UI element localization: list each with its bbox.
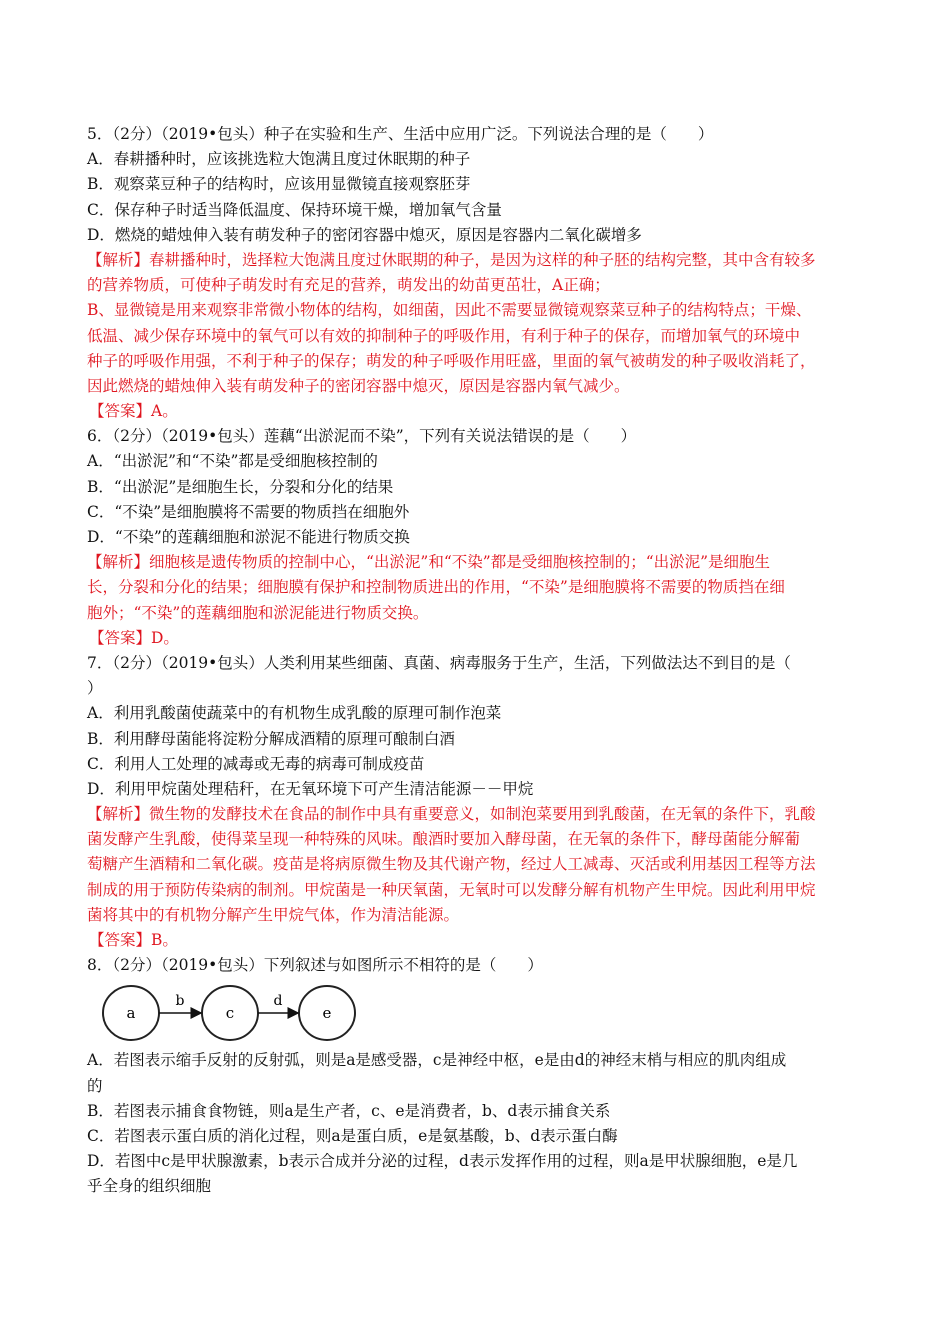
question-7-option-a: A．利用乳酸菌使蔬菜中的有机物生成乳酸的原理可制作泡菜 <box>87 704 502 723</box>
question-7-stem-cont: ） <box>87 679 103 698</box>
question-6 <box>87 424 877 651</box>
arrow-d-label: d <box>273 993 283 1010</box>
question-8-option-a-cont: 的 <box>87 1076 103 1095</box>
question-7-analysis-line: 制成的用于预防传染病的制剂。甲烷菌是一种厌氧菌，无氧时可以发酵分解有机物产生甲烷。因此利用甲烷 <box>87 880 816 899</box>
question-5-analysis-line: B、显微镜是用来观察非常微小物体的结构，如细菌，因此不需要显微镜观察菜豆种子的结构特点；干燥、 <box>87 301 812 320</box>
question-5-option-a: A．春耕播种时，应该挑选粒大饱满且度过休眠期的种子 <box>87 150 471 169</box>
question-7-analysis-line: 萄糖产生酒精和二氧化碳。疫苗是将病原微生物及其代谢产物，经过人工减毒、灭活或利用基因工程等方法 <box>87 855 816 874</box>
question-6-option-b: B．“出淤泥”是细胞生长，分裂和分化的结果 <box>87 477 394 496</box>
question-6-analysis-line: 胞外；“不染”的莲藕细胞和淤泥能进行物质交换。 <box>87 603 429 622</box>
question-8 <box>87 953 877 1199</box>
question-7 <box>87 651 877 953</box>
node-a-label: a <box>126 1004 136 1023</box>
question-5-stem: 5．（2分）（2019•包头）种子在实验和生产、生活中应用广泛。下列说法合理的是（ ） <box>87 125 714 143</box>
question-5-analysis-line: 【解析】春耕播种时，选择粒大饱满且度过休眠期的种子，是因为这样的种子胚的结构完整，其中含有较多 <box>87 250 816 269</box>
document-page <box>87 122 877 1200</box>
question-7-stem: 7．（2分）（2019•包头）人类利用某些细菌、真菌、病毒服务于生产，生活，下列做法达不到目的是（ <box>87 653 791 672</box>
question-6-option-c: C．“不染”是细胞膜将不需要的物质挡在细胞外 <box>87 502 410 521</box>
question-8-option-d: D．若图中c是甲状腺激素，b表示合成并分泌的过程，d表示发挥作用的过程，则a是甲状腺细胞，e是几 <box>87 1152 798 1171</box>
arrow-b-label: b <box>175 993 185 1010</box>
question-8-option-d-cont: 乎全身的组织细胞 <box>87 1177 212 1196</box>
question-7-option-d: D．利用甲烷菌处理秸秆，在无氧环境下可产生清洁能源－－甲烷 <box>87 779 534 798</box>
question-7-analysis-line: 【解析】微生物的发酵技术在食品的制作中具有重要意义，如制泡菜要用到乳酸菌，在无氧的条件下，乳酸 <box>87 805 816 824</box>
question-7-option-b: B．利用酵母菌能将淀粉分解成酒精的原理可酿制白酒 <box>87 729 455 748</box>
question-6-analysis-line: 【解析】细胞核是遗传物质的控制中心，“出淤泥”和“不染”都是受细胞核控制的；“出淤泥”是细胞生 <box>87 553 771 572</box>
question-8-option-a: A．若图表示缩手反射的反射弧，则是a是感受器，c是神经中枢，e是由d的神经末梢与相应的肌肉组成 <box>87 1051 787 1070</box>
question-7-analysis-line: 菌将其中的有机物分解产生甲烷气体，作为清洁能源。 <box>87 905 460 924</box>
question-5-option-c: C．保存种子时适当降低温度、保持环境干燥，增加氧气含量 <box>87 200 502 219</box>
question-7-option-c: C．利用人工处理的减毒或无毒的病毒可制成疫苗 <box>87 754 425 773</box>
node-e-label: e <box>322 1004 332 1023</box>
question-6-analysis-line: 长，分裂和分化的结果；细胞膜有保护和控制物质进出的作用，“不染”是细胞膜将不需要的物质挡在细 <box>87 578 785 597</box>
question-8-option-c: C．若图表示蛋白质的消化过程，则a是蛋白质，e是氨基酸，b、d表示蛋白酶 <box>87 1126 618 1145</box>
question-5-analysis-line: 因此燃烧的蜡烛伸入装有萌发种子的密闭容器中熄灭，原因是容器内氧气减少。 <box>87 376 630 395</box>
question-8-stem: 8．（2分）（2019•包头）下列叙述与如图所示不相符的是（ ） <box>87 956 543 975</box>
question-7-answer: 【答案】B。 <box>89 931 178 949</box>
question-6-option-d: D．“不染”的莲藕细胞和淤泥不能进行物质交换 <box>87 528 410 546</box>
question-5-analysis-line: 种子的呼吸作用强，不利于种子的保存；萌发的种子呼吸作用旺盛，里面的氧气被萌发的种子吸收消耗了， <box>87 351 816 370</box>
flow-diagram-svg <box>101 982 361 1044</box>
question-5 <box>87 122 877 424</box>
node-c-label: c <box>225 1004 235 1023</box>
question-8-option-b: B．若图表示捕食食物链，则a是生产者，c、e是消费者，b、d表示捕食关系 <box>87 1101 611 1120</box>
question-5-option-d: D．燃烧的蜡烛伸入装有萌发种子的密闭容器中熄灭，原因是容器内二氧化碳增多 <box>87 225 642 244</box>
question-6-stem: 6．（2分）（2019•包头）莲藕“出淤泥而不染”，下列有关说法错误的是（ ） <box>87 427 637 446</box>
question-5-option-b: B．观察菜豆种子的结构时，应该用显微镜直接观察胚芽 <box>87 175 471 194</box>
question-5-analysis-line: 的营养物质，可使种子萌发时有充足的营养，萌发出的幼苗更茁壮，A正确； <box>87 276 610 295</box>
flow-diagram <box>87 982 877 1046</box>
question-7-analysis-line: 菌发酵产生乳酸，使得菜呈现一种特殊的风味。酿酒时要加入酵母菌，在无氧的条件下，酵母菌能分解葡 <box>87 830 801 849</box>
question-5-analysis-line: 低温、减少保存环境中的氧气可以有效的抑制种子的呼吸作用，有利于种子的保存，而增加氧气的环境中 <box>87 326 801 345</box>
question-6-answer: 【答案】D。 <box>89 628 179 647</box>
question-6-option-a: A．“出淤泥”和“不染”都是受细胞核控制的 <box>87 452 378 471</box>
question-5-answer: 【答案】A。 <box>89 402 178 421</box>
